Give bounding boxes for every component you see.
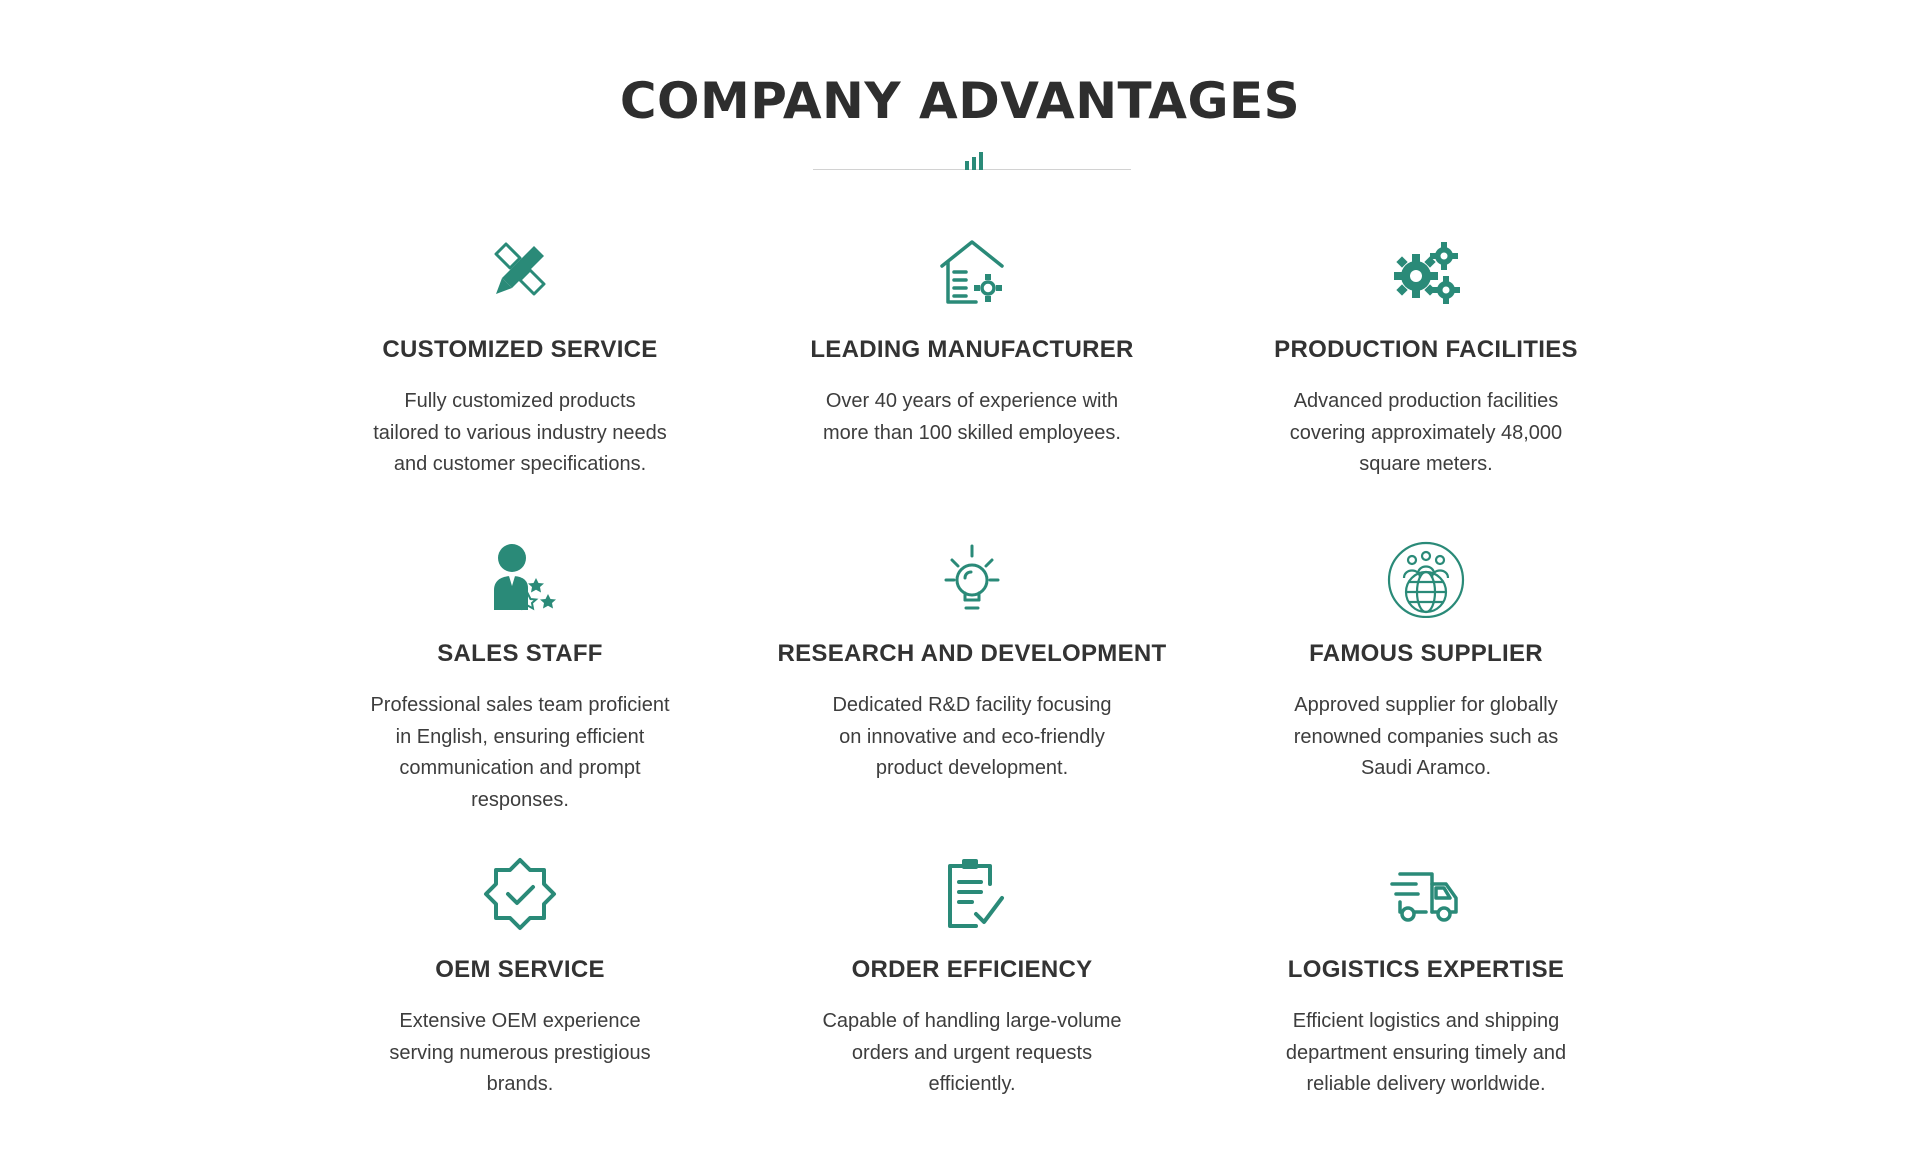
advantage-description: Dedicated R&D facility focusing on innovative and eco-friendly product development. — [832, 694, 1112, 779]
lightbulb-icon — [932, 538, 1012, 618]
advantage-title: LEADING MANUFACTURER — [810, 336, 1134, 363]
advantage-description: Fully customized products tailored to various industry needs and customer specifications. — [373, 390, 667, 475]
advantage-description: Efficient logistics and shipping department ensuring timely and reliable delivery worldwide. — [1285, 1010, 1567, 1095]
advantage-title: FAMOUS SUPPLIER — [1309, 640, 1543, 667]
page-title: COMPANY ADVANTAGES — [619, 72, 1301, 130]
advantage-title: PRODUCTION FACILITIES — [1274, 336, 1578, 363]
advantage-title: OEM SERVICE — [435, 956, 605, 983]
advantage-description: Advanced production facilities covering approximately 48,000 square meters. — [1289, 390, 1563, 475]
title-divider — [813, 152, 1131, 172]
advantage-description: Approved supplier for globally renowned companies such as Saudi Aramco. — [1293, 694, 1559, 779]
advantage-description: Extensive OEM experience serving numerous prestigious brands. — [389, 1010, 651, 1095]
advantage-description: Over 40 years of experience with more than 100 skilled employees. — [823, 390, 1121, 444]
factory-gear-icon — [932, 234, 1012, 314]
clipboard-check-icon — [932, 854, 1012, 934]
advantage-title: RESEARCH AND DEVELOPMENT — [777, 640, 1167, 667]
person-stars-icon — [480, 538, 560, 618]
gears-icon — [1386, 234, 1466, 314]
bar-chart-icon — [963, 152, 987, 170]
advantage-title: CUSTOMIZED SERVICE — [382, 336, 658, 363]
advantage-description: Professional sales team proficient in English, ensuring efficient communication and prompt responses. — [370, 694, 670, 811]
advantage-description: Capable of handling large-volume orders and urgent requests efficiently. — [822, 1010, 1122, 1095]
delivery-truck-icon — [1386, 854, 1466, 934]
badge-check-icon — [480, 854, 560, 934]
advantage-title: ORDER EFFICIENCY — [851, 956, 1093, 983]
advantage-title: LOGISTICS EXPERTISE — [1287, 956, 1565, 983]
advantage-title: SALES STAFF — [437, 640, 603, 667]
globe-people-icon — [1386, 538, 1466, 618]
pencil-ruler-icon — [480, 234, 560, 314]
